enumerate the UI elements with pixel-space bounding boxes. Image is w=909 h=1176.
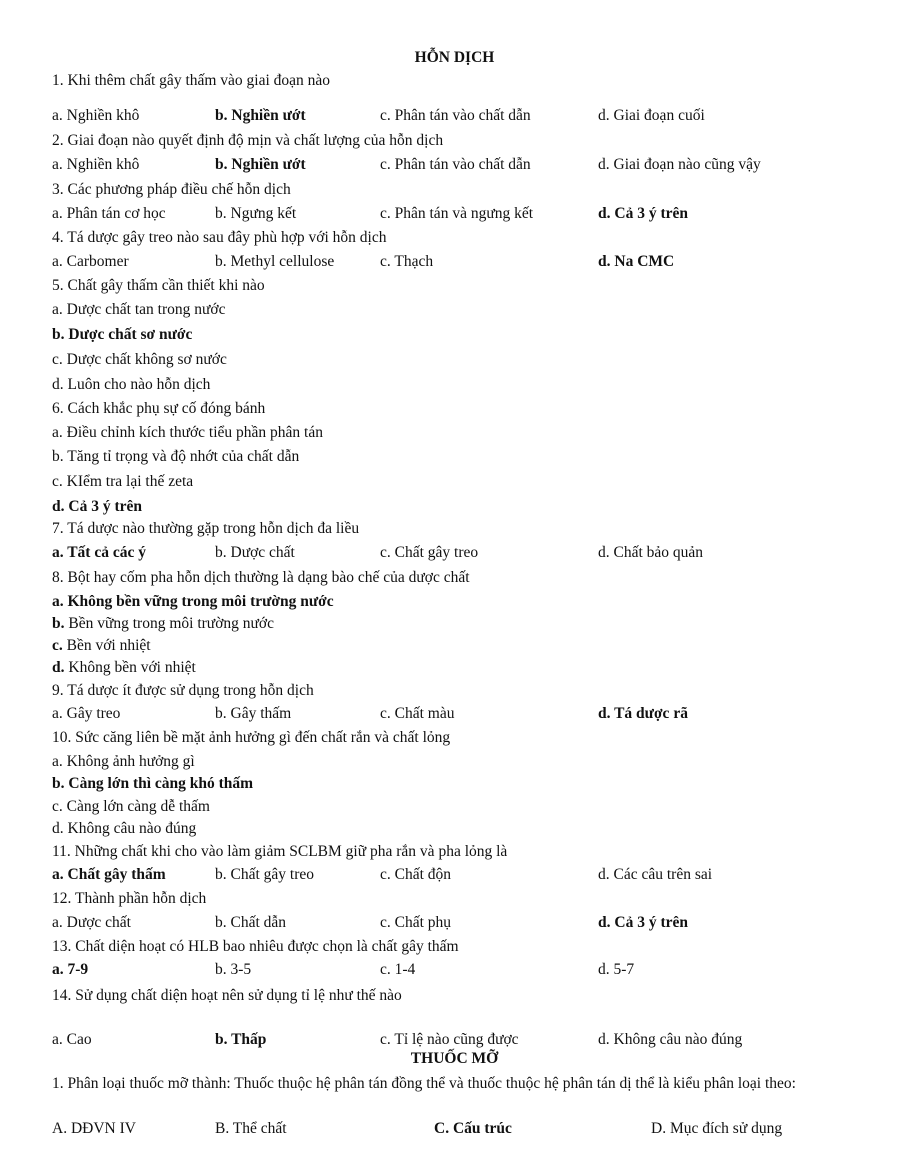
question-6: 6. Cách khắc phụ sự cố đóng bánh <box>52 400 266 417</box>
option-letter: d. <box>52 659 65 676</box>
answer-option: b. Chất gây treo <box>215 866 315 883</box>
answer-option: d. Luôn cho nào hỗn dịch <box>52 376 211 393</box>
answer-option: a. Cao <box>52 1031 92 1048</box>
answer-option: a. Nghiền khô <box>52 107 140 124</box>
question-7: 7. Tá dược nào thường gặp trong hỗn dịch đa liều <box>52 520 360 537</box>
answer-option: a. Gây treo <box>52 705 121 722</box>
option-text: Bền vững trong môi trường nước <box>64 615 274 632</box>
answer-option-correct: d. Cả 3 ý trên <box>52 498 142 515</box>
answer-option: A. DĐVN IV <box>52 1120 136 1137</box>
answer-option: c. Thạch <box>380 253 434 270</box>
answer-option: c. Tỉ lệ nào cũng được <box>380 1031 519 1048</box>
answer-option: b. Chất dẫn <box>215 914 287 931</box>
answer-option-correct: b. Nghiền ướt <box>215 156 306 173</box>
answer-option-correct: d. Cả 3 ý trên <box>598 914 688 931</box>
answer-option <box>52 658 196 678</box>
answer-option-correct: d. Cả 3 ý trên <box>598 205 688 222</box>
question-11: 11. Những chất khi cho vào làm giảm SCLBM giữ pha rắn và pha lỏng là <box>52 843 508 860</box>
section-title-thuoc-mo: THUỐC MỠ <box>410 1050 499 1067</box>
answer-option: D. Mục đích sử dụng <box>651 1120 783 1137</box>
answer-option-correct: a. Chất gây thấm <box>52 866 166 883</box>
option-letter: b. <box>52 615 65 632</box>
answer-option: a. Không ảnh hưởng gì <box>52 753 195 770</box>
answer-option: b. Gây thấm <box>215 705 292 722</box>
option-text: Không bền vững trong môi trường nước <box>63 593 334 610</box>
option-letter: a. <box>52 593 64 610</box>
answer-option: B. Thể chất <box>215 1120 287 1137</box>
answer-option-correct: b. Dược chất sơ nước <box>52 326 193 343</box>
answer-option: d. 5-7 <box>598 961 635 978</box>
option-letter: c. <box>52 637 63 654</box>
answer-option: a. Dược chất tan trong nước <box>52 301 226 318</box>
answer-option: c. Chất phụ <box>380 914 452 931</box>
answer-option: c. Chất gây treo <box>380 544 479 561</box>
question-1: 1. Phân loại thuốc mỡ thành: Thuốc thuộc hệ phân tán đồng thể và thuốc thuộc hệ phân tán dị thể là kiểu phân loại theo: <box>52 1075 796 1092</box>
answer-option: a. Dược chất <box>52 914 131 931</box>
answer-option-correct: d. Na CMC <box>598 253 675 270</box>
answer-option-correct: b. Thấp <box>215 1031 267 1048</box>
answer-option-correct: b. Nghiền ướt <box>215 107 306 124</box>
answer-option: d. Không câu nào đúng <box>598 1031 743 1048</box>
question-3: 3. Các phương pháp điều chế hỗn dịch <box>52 181 291 198</box>
answer-option: c. Phân tán và ngưng kết <box>380 205 534 222</box>
answer-option: c. Càng lớn càng dễ thấm <box>52 798 210 815</box>
question-13: 13. Chất diện hoạt có HLB bao nhiêu được chọn là chất gây thấm <box>52 938 459 955</box>
question-12: 12. Thành phần hỗn dịch <box>52 890 207 907</box>
answer-option: c. Phân tán vào chất dẫn <box>380 156 531 173</box>
answer-option-correct: C. Cấu trúc <box>434 1120 512 1137</box>
answer-option: b. Ngưng kết <box>215 205 297 222</box>
answer-option: d. Không câu nào đúng <box>52 820 197 837</box>
answer-option: b. 3-5 <box>215 961 252 978</box>
answer-option: c. Chất màu <box>380 705 455 722</box>
answer-option: c. Chất độn <box>380 866 452 883</box>
answer-option: a. Carbomer <box>52 253 129 270</box>
answer-option: c. KIểm tra lại thế zeta <box>52 473 194 490</box>
answer-option: d. Giai đoạn nào cũng vậy <box>598 156 761 173</box>
answer-option: b. Tăng tỉ trọng và độ nhớt của chất dẫn <box>52 448 300 465</box>
answer-option-correct: b. Càng lớn thì càng khó thấm <box>52 775 254 792</box>
answer-option: a. Nghiền khô <box>52 156 140 173</box>
answer-option: c. 1-4 <box>380 961 416 978</box>
answer-option-correct: a. 7-9 <box>52 961 89 978</box>
answer-option: b. Methyl cellulose <box>215 253 335 270</box>
question-5: 5. Chất gây thấm cần thiết khi nào <box>52 277 265 294</box>
question-1: 1. Khi thêm chất gây thấm vào giai đoạn nào <box>52 72 331 89</box>
answer-option: c. Phân tán vào chất dẫn <box>380 107 531 124</box>
answer-option: a. Phân tán cơ học <box>52 205 166 222</box>
answer-option: a. Điều chỉnh kích thước tiểu phần phân tán <box>52 424 323 441</box>
answer-option <box>52 636 151 656</box>
section-title-hon-dich: HỖN DỊCH <box>414 49 495 66</box>
question-14: 14. Sử dụng chất diện hoạt nên sử dụng tỉ lệ như thế nào <box>52 987 402 1004</box>
question-4: 4. Tá dược gây treo nào sau đây phù hợp với hỗn dịch <box>52 229 387 246</box>
answer-option-correct: a. Tất cả các ý <box>52 544 146 561</box>
question-2: 2. Giai đoạn nào quyết định độ mịn và chất lượng của hỗn dịch <box>52 132 444 149</box>
answer-option: d. Các câu trên sai <box>598 866 713 883</box>
question-9: 9. Tá dược ít được sử dụng trong hỗn dịch <box>52 682 314 699</box>
answer-option: d. Chất bảo quản <box>598 544 704 561</box>
answer-option-correct <box>52 592 334 612</box>
answer-option: c. Dược chất không sơ nước <box>52 351 227 368</box>
answer-option <box>52 614 274 634</box>
option-text: Không bền với nhiệt <box>64 659 196 676</box>
answer-option: d. Giai đoạn cuối <box>598 107 705 124</box>
question-10: 10. Sức căng liên bề mặt ảnh hưởng gì đến chất rắn và chất lỏng <box>52 729 451 746</box>
answer-option-correct: d. Tá dược rã <box>598 705 688 722</box>
question-8: 8. Bột hay cốm pha hỗn dịch thường là dạng bào chế của dược chất <box>52 569 470 586</box>
option-text: Bền với nhiệt <box>62 637 151 654</box>
answer-option: b. Dược chất <box>215 544 295 561</box>
